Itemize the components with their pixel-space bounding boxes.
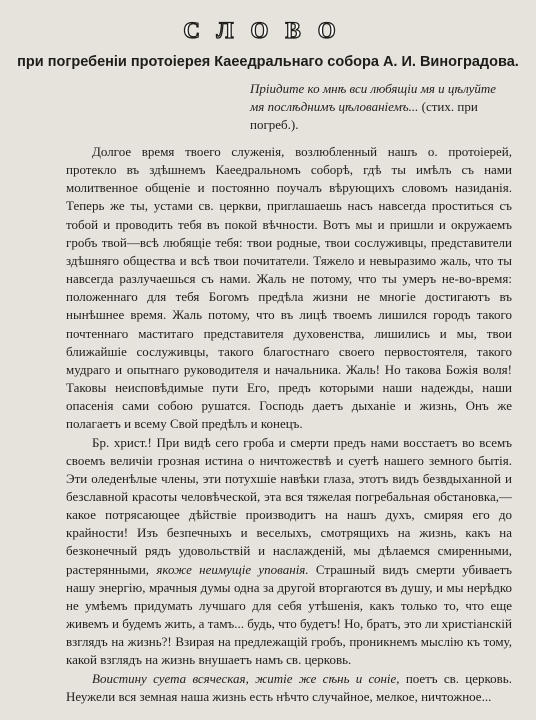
document-title: СЛОВО <box>183 18 353 43</box>
epigraph-text: Прiидите ко мнѣ вси любящiи мя и цѣлуйте мя послѣднимъ цѣлованiемъ... <box>250 81 497 114</box>
paragraph-3-emphasis: Воистину суета всяческая, житiе же сѣнь и сонiе, <box>92 670 400 686</box>
document-body <box>66 143 512 706</box>
paragraph-2-emphasis: якоже неимущiе упованiя. <box>156 561 309 577</box>
epigraph <box>250 80 512 134</box>
paragraph-3 <box>66 670 512 706</box>
document-subtitle: при погребенiи протоiерея Каеедральнаго собора А. И. Виноградова. <box>17 54 519 70</box>
paragraph-2-text-a: Бр. христ.! При видѣ сего гроба и смерти предъ нами восстаетъ во всемъ своемъ величiи грозная истина о ничтожествѣ и суетѣ нашего земного бытiя. Эти оледенѣлые члены, эти потухшiе навѣки глаза, этотъ видъ безвдыханной и безславной красоты человѣческой, эта вся тяжелая погребальная обстановка,—какое потрясающее дѣйствiе производитъ на нашъ духъ, смиряя его до крайности! Изъ безпечныхъ и веселыхъ, смотрящихъ на жизнь, какъ на безконечный рядъ удовольствiй и наслажденiй, мы дѣлаемся смиренными, растерянными, <box>66 434 512 577</box>
paragraph-2-text-b: Страшный видъ смерти убиваетъ нашу энергiю, мрачныя думы одна за другой вторгаются въ душу, и мы нерѣдко не умѣемъ придумать лучшаго для себя утѣшенiя, какъ только то, что еще живемъ и будемъ жить, а тамъ... будь, что будетъ! Но, братъ, это ли христiанскiй взглядъ на жизнь?! Взирая на предлежащiй гробъ, проникнемъ мыслiю къ тому, какой взглядъ на жизнь внушаетъ намъ св. церковь. <box>66 561 513 668</box>
paragraph-2 <box>66 434 512 670</box>
epigraph-reference: (стих. при погреб.). <box>250 99 478 132</box>
paragraph-3-text: поетъ св. церковь. Неужели вся земная наша жизнь есть нѣчто случайное, мелкое, ничтожное... <box>66 670 512 704</box>
paragraph-1: Долгое время твоего служенiя, возлюбленный нашъ о. протоiерей, протекло въ здѣшнемъ Каеедральномъ соборѣ, гдѣ ты имѣлъ съ нами молитвенное общенiе и постоянно поучалъ вѣрующихъ словомъ назиданiя. Теперь же ты, устами св. церкви, приглашаешь насъ навсегда проститься съ тобой и проводить тебя въ покой вѣчности. Вотъ мы и пришли и окружаемъ гробъ твой—всѣ любящiе тебя: твои родные, твои сослуживцы, представители здѣшняго общества и всѣ твои почитатели. Тяжело и невыразимо жаль, что ты навсегда разлучаешься съ нами. Жаль не потому, что ты умеръ не-во-время: положеннаго для тебя Богомъ предѣла жизни не многiе достигаютъ въ нынѣшнее время. Жаль потому, что въ лицѣ твоемъ лишился городъ такого почтеннаго маститаго представителя духовенства, лишились и мы, твои ближайшiе сослуживцы, такого благостнаго своего первостоятеля, такого мудраго и опытнаго руководителя и начальника. Жаль! Но такова Божiя воля! Таковы неисповѣдимые пути Его, предъ которыми наши надежды, наши опасенiя сами собою рушатся. Господь даетъ дыханiе и жизнь, Онъ же полагаетъ и всему Свой предѣлъ и конецъ. <box>66 144 512 432</box>
